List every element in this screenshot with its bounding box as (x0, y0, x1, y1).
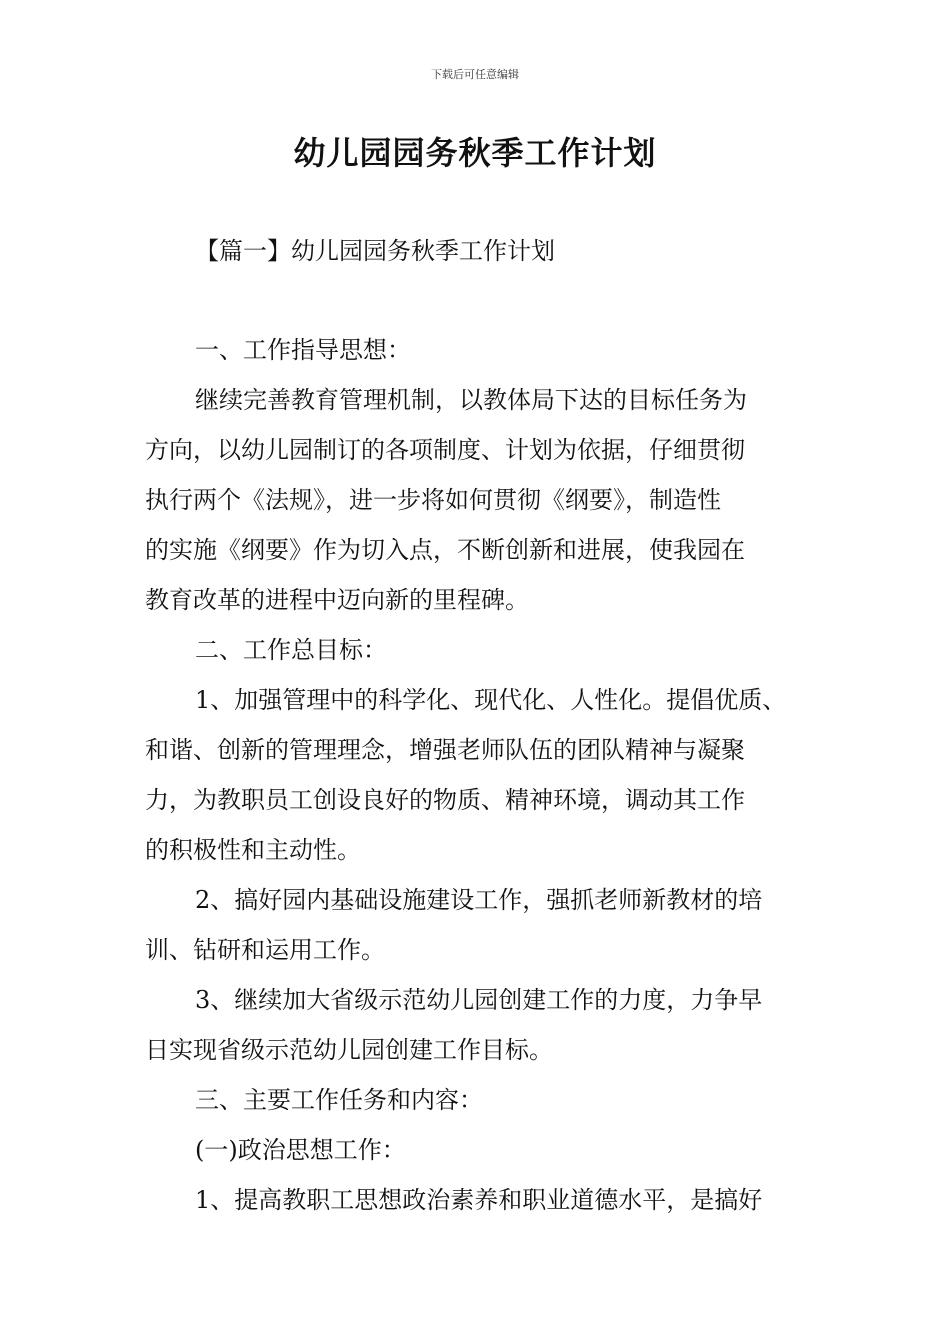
text-line: 1、提高教职工思想政治素养和职业道德水平，是搞好 (195, 1186, 763, 1214)
text-line: 方向，以幼儿园制订的各项制度、计划为依据，仔细贯彻 (145, 436, 745, 464)
text-line: (一)政治思想工作： (195, 1136, 406, 1164)
text-line: 二、工作总目标： (195, 636, 387, 664)
text-line: 力，为教职员工创设良好的物质、精神环境，调动其工作 (145, 786, 745, 814)
text-line: 的积极性和主动性。 (145, 836, 361, 864)
text-line: 的实施《纲要》作为切入点，不断创新和进展，使我园在 (145, 536, 745, 564)
text-line: 日实现省级示范幼儿园创建工作目标。 (145, 1036, 553, 1064)
text-line: 一、工作指导思想： (195, 336, 411, 364)
header-note: 下载后可任意编辑 (431, 68, 519, 81)
text-line: 1、加强管理中的科学化、现代化、人性化。提倡优质、 (195, 686, 787, 714)
text-line: 训、钻研和运用工作。 (145, 936, 385, 964)
text-line: 和谐、创新的管理理念，增强老师队伍的团队精神与凝聚 (145, 736, 745, 764)
text-line: 教育改革的进程中迈向新的里程碑。 (145, 586, 529, 614)
text-line: 三、主要工作任务和内容： (195, 1086, 483, 1114)
document-body (145, 325, 825, 1225)
text-line: 执行两个《法规》，进一步将如何贯彻《纲要》，制造性 (145, 486, 721, 514)
text-line: 2、搞好园内基础设施建设工作，强抓老师新教材的培 (195, 886, 763, 914)
document-title: 幼儿园园务秋季工作计划 (293, 134, 657, 172)
text-line: 继续完善教育管理机制，以教体局下达的目标任务为 (195, 386, 747, 414)
text-line: 3、继续加大省级示范幼儿园创建工作的力度，力争早 (195, 986, 763, 1014)
section-title: 【篇一】幼儿园园务秋季工作计划 (195, 237, 555, 265)
